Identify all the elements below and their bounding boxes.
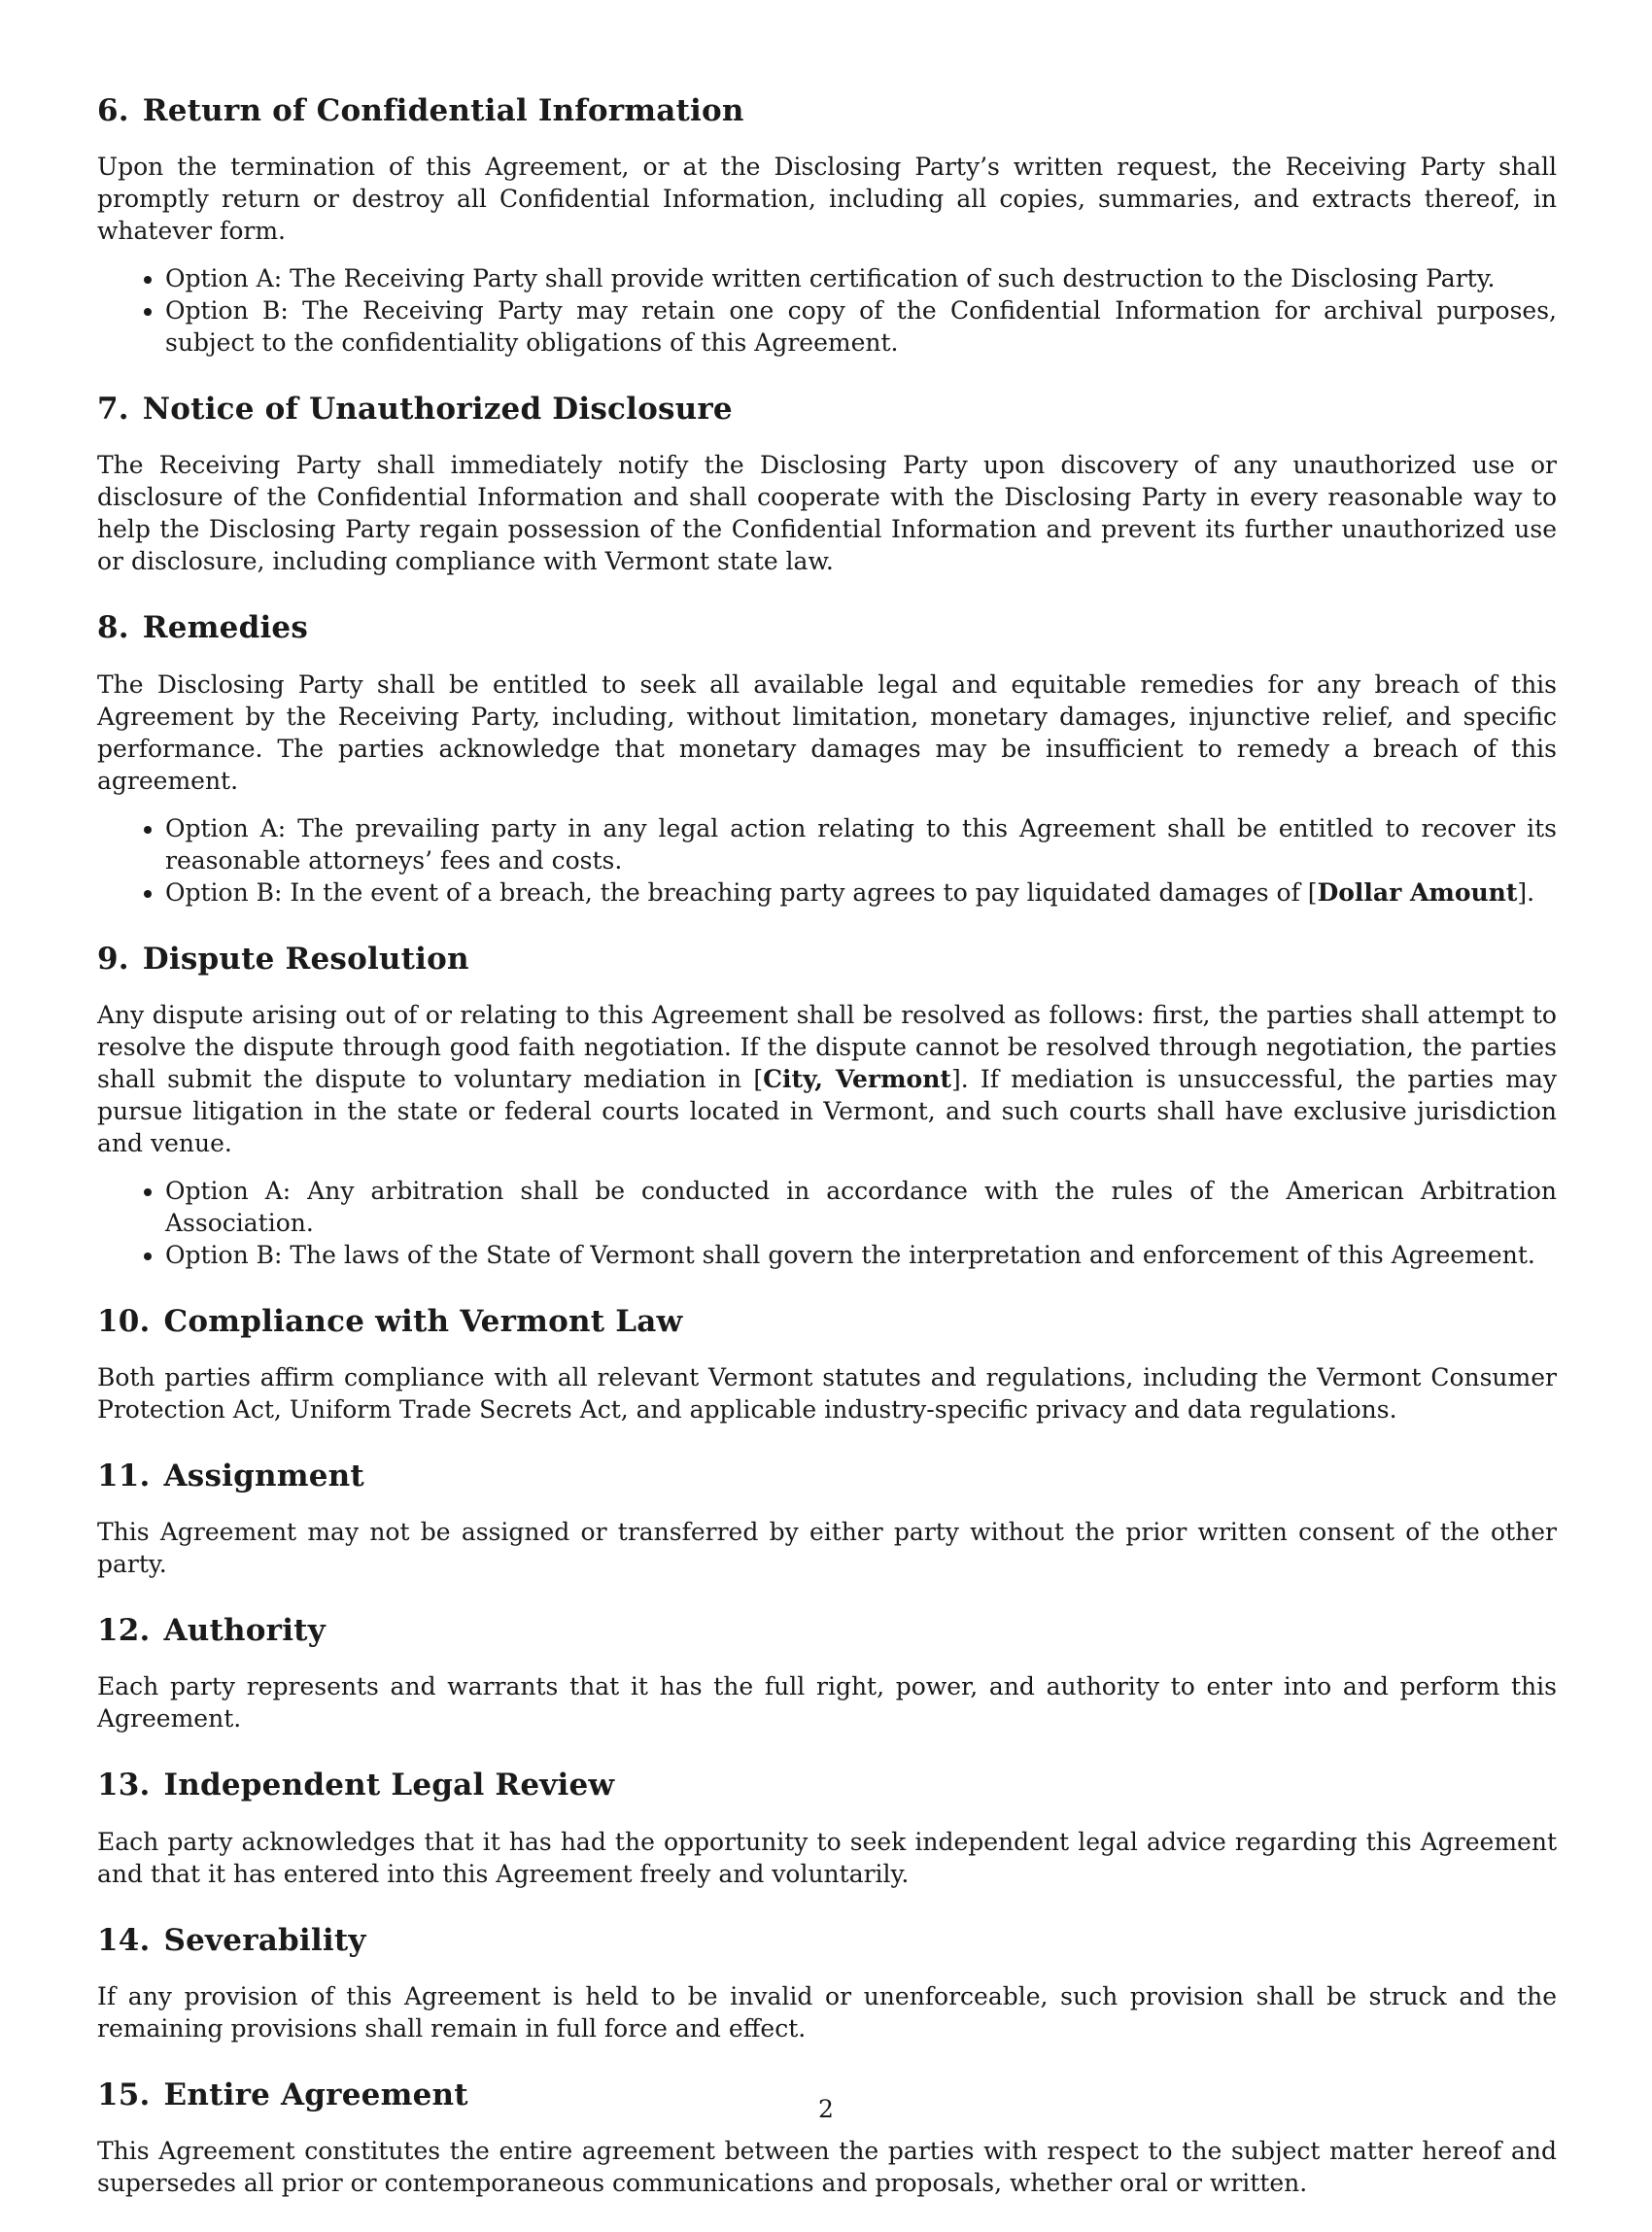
section-title: Severability: [163, 1922, 366, 1958]
section-title: Entire Agreement: [163, 2077, 468, 2112]
section-number: 10.: [97, 1303, 151, 1339]
option-text: Option B: In the event of a breach, the breaching party agrees to pay liquidated damages of [: [165, 877, 1318, 907]
section-title: Remedies: [142, 610, 309, 646]
section-notice-of-unauthorized-disclosure: [97, 392, 1557, 577]
section-body: [97, 999, 1557, 1159]
document-page: [97, 93, 1557, 2232]
section-title: Notice of Unauthorized Disclosure: [142, 392, 733, 428]
section-title: Return of Confidential Information: [142, 93, 744, 128]
section-heading: [97, 1613, 1557, 1649]
option-text: ].: [1517, 877, 1535, 907]
section-body: Each party acknowledges that it has had the opportunity to seek independent legal advice regarding this Agreement and that it has entered into this Agreement freely and voluntarily.: [97, 1827, 1557, 1888]
section-return-of-confidential-information: [97, 93, 1557, 359]
body-text: ]. If mediation is unsuccessful, the parties may pursue litigation in the state or federal courts located in Vermont, and such courts shall have exclusive jurisdiction and venue.: [97, 1064, 1558, 1157]
section-body: Both parties affirm compliance with all relevant Vermont statutes and regulations, including the Vermont Consumer Protection Act, Uniform Trade Secrets Act, and applicable industry-specific privacy and data regulations.: [97, 1362, 1557, 1424]
section-number: 15.: [97, 2077, 151, 2112]
section-severability: [97, 1923, 1557, 2044]
section-title: Dispute Resolution: [142, 941, 469, 977]
section-number: 13.: [97, 1768, 151, 1803]
option-item: • Option B: The Receiving Party may retain one copy of the Confidential Information for archival purposes, subject to the confidentiality obligations of this Agreement.: [165, 294, 1557, 359]
section-number: 8.: [97, 610, 129, 646]
section-dispute-resolution: [97, 942, 1557, 1271]
placeholder-city-vermont: City, Vermont: [763, 1064, 951, 1093]
section-number: 11.: [97, 1458, 151, 1494]
section-title: Assignment: [163, 1458, 364, 1494]
option-item: • Option B: The laws of the State of Vermont shall govern the interpretation and enforcement of this Agreement.: [165, 1239, 1557, 1271]
section-authority: [97, 1613, 1557, 1734]
section-number: 9.: [97, 941, 129, 977]
section-heading: [97, 610, 1557, 646]
section-body: This Agreement may not be assigned or transferred by either party without the prior written consent of the other party.: [97, 1518, 1557, 1579]
section-heading: [97, 1923, 1557, 1959]
option-item: [165, 876, 1557, 909]
section-title: Independent Legal Review: [163, 1768, 615, 1803]
section-body: The Receiving Party shall immediately notify the Disclosing Party upon discovery of any unauthorized use or disclosure of the Confidential Information and shall cooperate with the Disclosing Party in every reasonable way to help the Disclosing Party regain possession of the Confidential Information and prevent its further unauthorized use or disclosure, including compliance with Vermont state law.: [97, 451, 1557, 576]
section-heading: [97, 392, 1557, 428]
body-text: Any dispute arising out of or relating to this Agreement shall be resolved as follows: first, the parties shall attempt to resolve the dispute through good faith negotiation. If the dispute cannot be resolved through negotiation, the parties shall submit the dispute to voluntary mediation in [: [97, 1000, 1557, 1093]
section-independent-legal-review: [97, 1768, 1557, 1889]
section-remedies: [97, 610, 1557, 908]
section-number: 12.: [97, 1613, 151, 1649]
section-body: Upon the termination of this Agreement, or at the Disclosing Party’s written request, the Receiving Party shall promptly return or destroy all Confidential Information, including all copies, summaries, and extracts thereof, in whatever form.: [97, 153, 1557, 246]
section-body: If any provision of this Agreement is held to be invalid or unenforceable, such provision shall be struck and the remaining provisions shall remain in full force and effect.: [97, 1981, 1557, 2043]
section-number: 14.: [97, 1922, 151, 1958]
section-compliance-with-vermont-law: [97, 1304, 1557, 1425]
option-item: • Option A: The prevailing party in any legal action relating to this Agreement shall be entitled to recover its reasonable attorneys’ fees and costs.: [165, 812, 1557, 876]
section-heading: [97, 1459, 1557, 1494]
placeholder-dollar-amount: Dollar Amount: [1317, 877, 1518, 907]
section-body: The Disclosing Party shall be entitled to seek all available legal and equitable remedies for any breach of this Agreement by the Receiving Party, including, without limitation, monetary damages, injunctive relief, and specific performance. The parties acknowledge that monetary damages may be insufficient to remedy a breach of this agreement.: [97, 670, 1557, 795]
section-assignment: [97, 1459, 1557, 1580]
section-heading: [97, 1304, 1557, 1340]
section-heading: [97, 942, 1557, 978]
section-title: Authority: [163, 1613, 326, 1649]
section-title: Compliance with Vermont Law: [163, 1303, 683, 1339]
section-body: This Agreement constitutes the entire agreement between the parties with respect to the subject matter hereof and supersedes all prior or contemporaneous communications and proposals, whether oral or written.: [97, 2136, 1557, 2197]
section-number: 7.: [97, 392, 129, 428]
page-number: 2: [818, 2095, 834, 2123]
section-body: Each party represents and warrants that it has the full right, power, and authority to enter into and perform this Agreement.: [97, 1672, 1557, 1734]
options-list: [97, 1175, 1557, 1271]
option-item: • Option A: The Receiving Party shall provide written certification of such destruction to the Disclosing Party.: [165, 262, 1557, 294]
options-list: [97, 262, 1557, 359]
section-heading: [97, 1768, 1557, 1803]
option-item: • Option A: Any arbitration shall be conducted in accordance with the rules of the American Arbitration Association.: [165, 1175, 1557, 1239]
section-number: 6.: [97, 93, 129, 128]
options-list: [97, 812, 1557, 909]
section-heading: [97, 93, 1557, 129]
